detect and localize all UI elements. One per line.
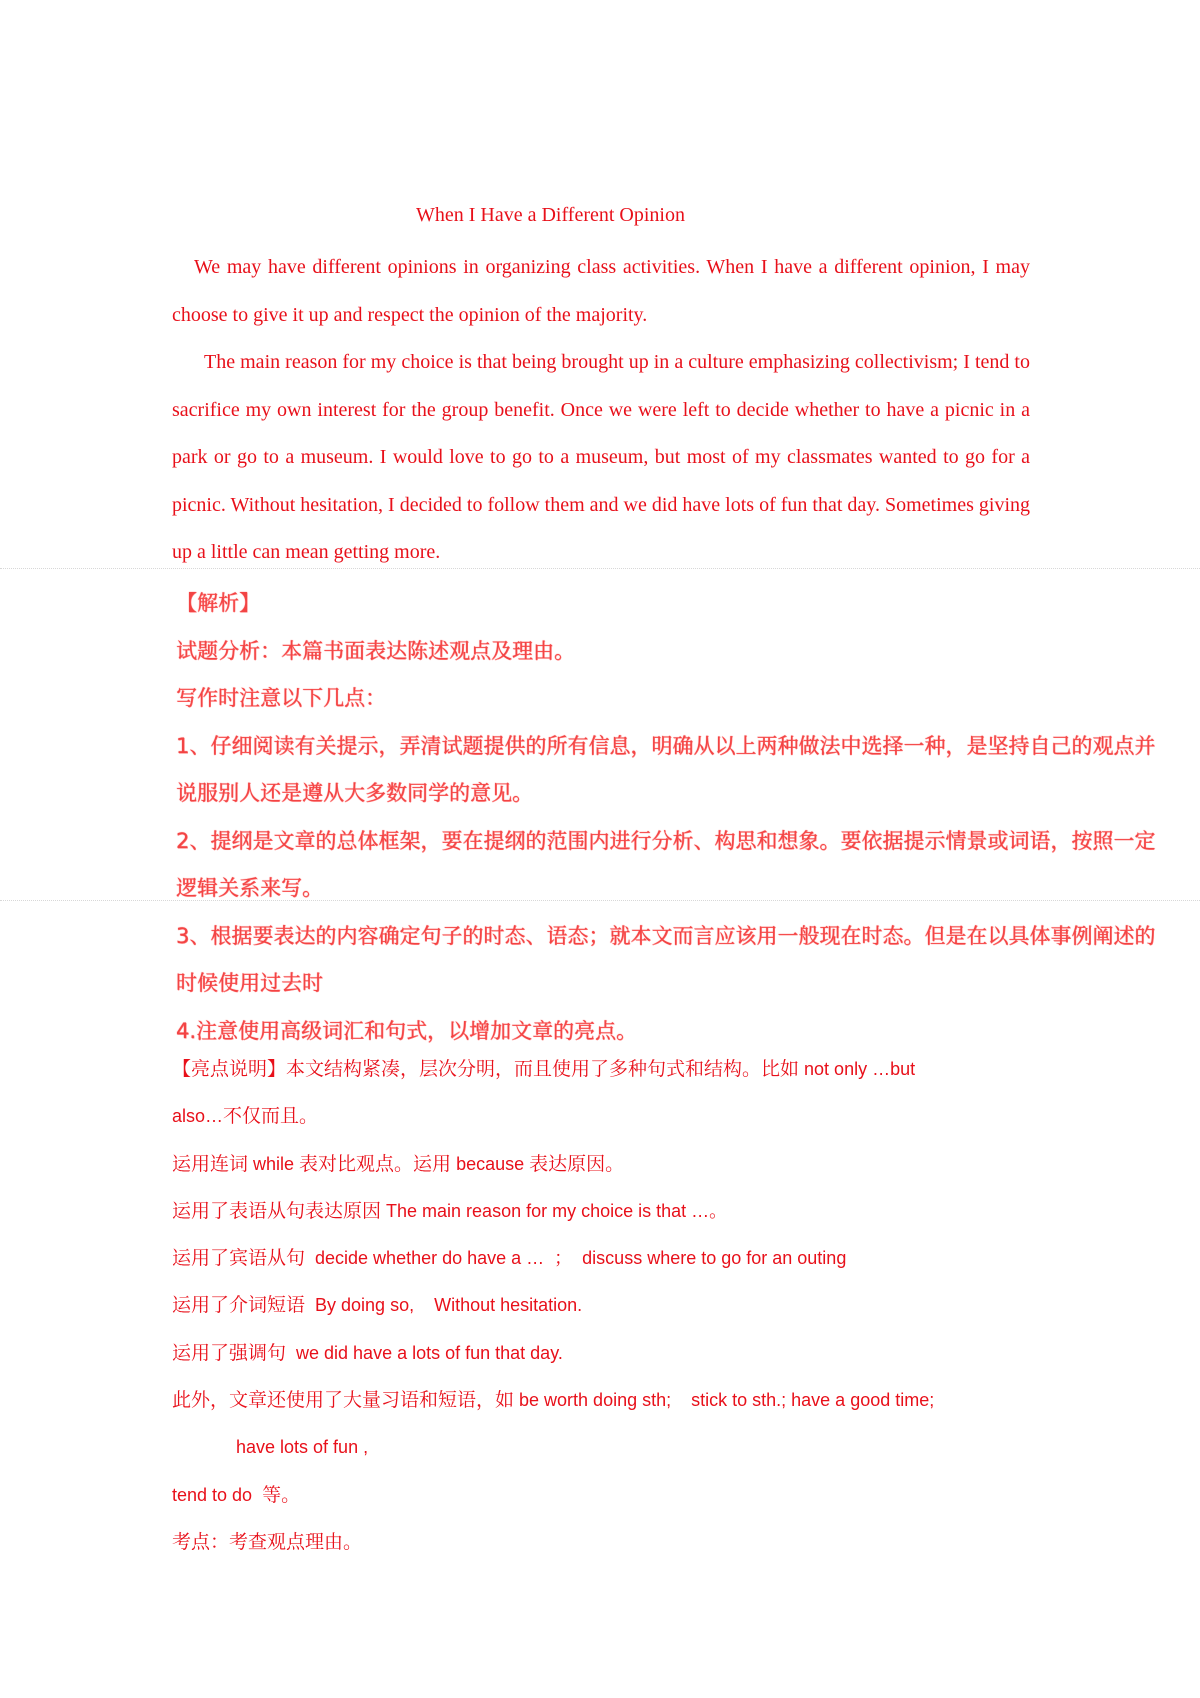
highlights-text: 运用连词 xyxy=(172,1152,249,1175)
analysis-intro: 试题分析：本篇书面表达陈述观点及理由。 xyxy=(176,638,575,663)
highlights-text: 运用了介词短语 xyxy=(172,1294,306,1317)
highlights-line-5 xyxy=(172,1235,1042,1282)
essay-body xyxy=(172,244,1030,577)
analysis-section xyxy=(176,580,1156,1055)
exam-point: 考点：考查观点理由。 xyxy=(172,1530,363,1553)
essay-paragraph-2: The main reason for my choice is that being brought up in a culture emphasizing collectivism; I tend to sacrifice my own interest for the group benefit. Once we were left to decide whether to have a picnic in a park or go to a museum. I would love to go to a museum, but most of my classmates wanted to go for a picnic. Without hesitation, I decided to follow them and we did have lots of fun that day. Sometimes giving up a little can mean getting more. xyxy=(172,351,1030,563)
highlights-example: because xyxy=(451,1153,530,1174)
analysis-point-4: 4.注意使用高级词汇和句式，以增加文章的亮点。 xyxy=(176,1018,638,1043)
highlights-example: tend to do xyxy=(172,1484,263,1505)
analysis-heading: 【解析】 xyxy=(176,591,260,615)
highlights-text: 本文结构紧凑，层次分明，而且使用了多种句式和结构。比如 xyxy=(286,1058,800,1080)
highlights-text: 运用了强调句 xyxy=(172,1341,287,1364)
highlights-line-9 xyxy=(172,1424,1042,1471)
highlights-text: 运用了宾语从句 xyxy=(172,1247,306,1270)
highlights-example: By doing so, Without hesitation. xyxy=(305,1295,583,1316)
highlights-line-8 xyxy=(172,1377,1042,1424)
analysis-point-2: 2、提纲是文章的总体框架，要在提纲的范围内进行分析、构思和想象。要依据提示情景或词语，按照一定 xyxy=(176,828,1156,853)
highlights-line-1 xyxy=(172,1046,1042,1093)
highlights-example: we did have a lots of fun that day. xyxy=(286,1342,563,1363)
analysis-point-2-cont: 逻辑关系来写。 xyxy=(176,876,323,900)
highlights-example: not only …but xyxy=(799,1059,916,1079)
highlights-text: 表对比观点。运用 xyxy=(299,1152,452,1175)
highlights-example: also… xyxy=(172,1106,224,1127)
highlights-text: 运用了表语从句表达原因 xyxy=(172,1199,382,1222)
essay-title: When I Have a Different Opinion xyxy=(416,204,685,226)
highlights-line-2 xyxy=(172,1093,1042,1140)
highlights-example: The main reason for my choice is that …。 xyxy=(381,1200,728,1221)
highlights-line-10 xyxy=(172,1472,1042,1519)
analysis-point-3-cont: 时候使用过去时 xyxy=(176,971,323,995)
analysis-point-1: 1、仔细阅读有关提示，弄清试题提供的所有信息，明确从以上两种做法中选择一种，是坚持自己的观点并 xyxy=(176,733,1156,758)
highlights-example: have lots of fun , xyxy=(236,1437,369,1458)
essay-paragraph-1: We may have different opinions in organizing class activities. When I have a different opinion, I may choose to give it up and respect the opinion of the majority. xyxy=(172,256,1030,326)
highlights-example: decide whether do have a … ； discuss where to go for an outing xyxy=(305,1248,847,1269)
highlights-text: 等。 xyxy=(262,1483,301,1506)
highlights-example: while xyxy=(248,1153,300,1174)
highlights-line-6 xyxy=(172,1282,1042,1329)
highlights-line-3 xyxy=(172,1141,1042,1188)
highlights-line-7 xyxy=(172,1330,1042,1377)
highlights-label: 【亮点说明】 xyxy=(172,1058,287,1080)
analysis-point-1-cont: 说服别人还是遵从大多数同学的意见。 xyxy=(176,781,533,805)
analysis-points-heading: 写作时注意以下几点： xyxy=(176,686,386,710)
highlights-text: 此外，文章还使用了大量习语和短语，如 xyxy=(172,1389,515,1412)
highlights-text: 表达原因。 xyxy=(529,1152,625,1175)
highlights-line-4 xyxy=(172,1188,1042,1235)
highlights-text: 不仅而且。 xyxy=(223,1105,319,1128)
highlights-section xyxy=(172,1046,1042,1566)
analysis-point-3: 3、根据要表达的内容确定句子的时态、语态；就本文而言应该用一般现在时态。但是在以具体事例阐述的 xyxy=(176,923,1156,948)
highlights-example: be worth doing sth; stick to sth.; have a good time; xyxy=(514,1390,935,1411)
